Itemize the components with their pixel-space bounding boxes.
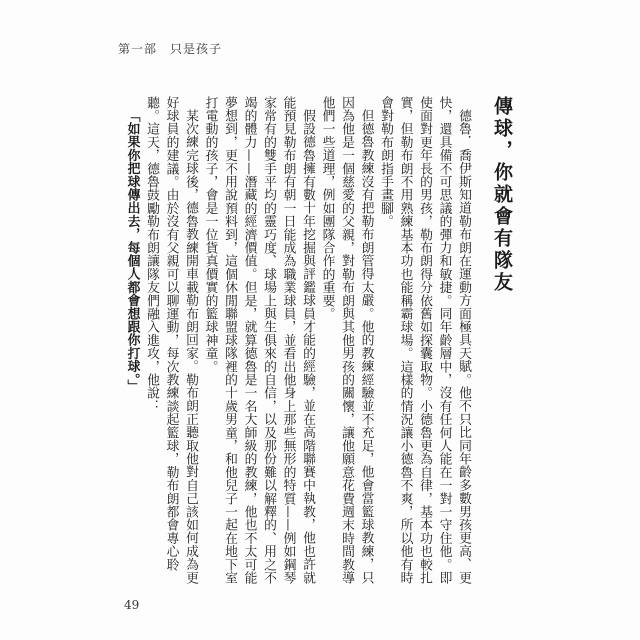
paragraph-1: 德魯．喬伊斯知道勒布朗在運動方面極具天賦。他不只比同年齡多數男孩更高、更快，還具備不可思議的彈力和敏捷。同年齡層中，沒有任何人能在一對一守住他。即使面對更年長的男孩，勒布朗得分依舊如探囊取物。小德魯更為自律，基本功也較扎實，但勒布朗不用熟練基本功也能稱霸球場。這樣的情況讓小德魯不爽，所以他有時會對勒布朗指手畫腳。 xyxy=(378,96,471,585)
running-header: 第一部 只是孩子 xyxy=(118,42,223,56)
paragraph-2: 但德魯教練沒有把勒布朗管得太嚴。他的教練經驗並不充足，他會當籃球教練，只因為他是一個慈愛的父親，對勒布朗與其他男孩的關懷，讓他願意花費週末時間教導他們一些道理，例如團隊合作的重要。 xyxy=(319,96,374,585)
body-text xyxy=(110,96,515,586)
paragraph-3: 假設德魯擁有數十年挖掘與評鑑球員才能的經驗，並在高階聯賽中執教，他也許就能預見勒布朗有朝一日能成為職業球員，並看出他身上那些無形的特質——例如鋼琴家常有的雙手平均的靈巧度、球場上與生俱來的自信，以及那份難以解釋的、用之不竭的體力——潛藏的經濟價值。但是，就算德魯是一名大師級的教練，他也不太可能夢想到，更不用說預料到，這個休閒聯盟球隊裡的十歲男童，和他兒子一起在地下室打電動的孩子，會是一位貨真價實的籃球神童。 xyxy=(202,96,315,585)
paragraph-4: 某次練完球後，德魯教練開車載勒布朗回家。勒布朗正聽取他對自己該如何成為更好球員的建議。由於沒有父親可以聊運動，每次教練談起籃球，勒布朗都會專心聆聽。這天，德魯鼓勵勒布朗讓隊友們融入進攻，他說： xyxy=(144,96,198,584)
chapter-title: 傳球，你就會有隊友 xyxy=(491,96,513,294)
quote: 「如果你把球傳出去，每個人都會想跟你打球。」 xyxy=(124,108,140,393)
page-number: 49 xyxy=(124,598,140,612)
